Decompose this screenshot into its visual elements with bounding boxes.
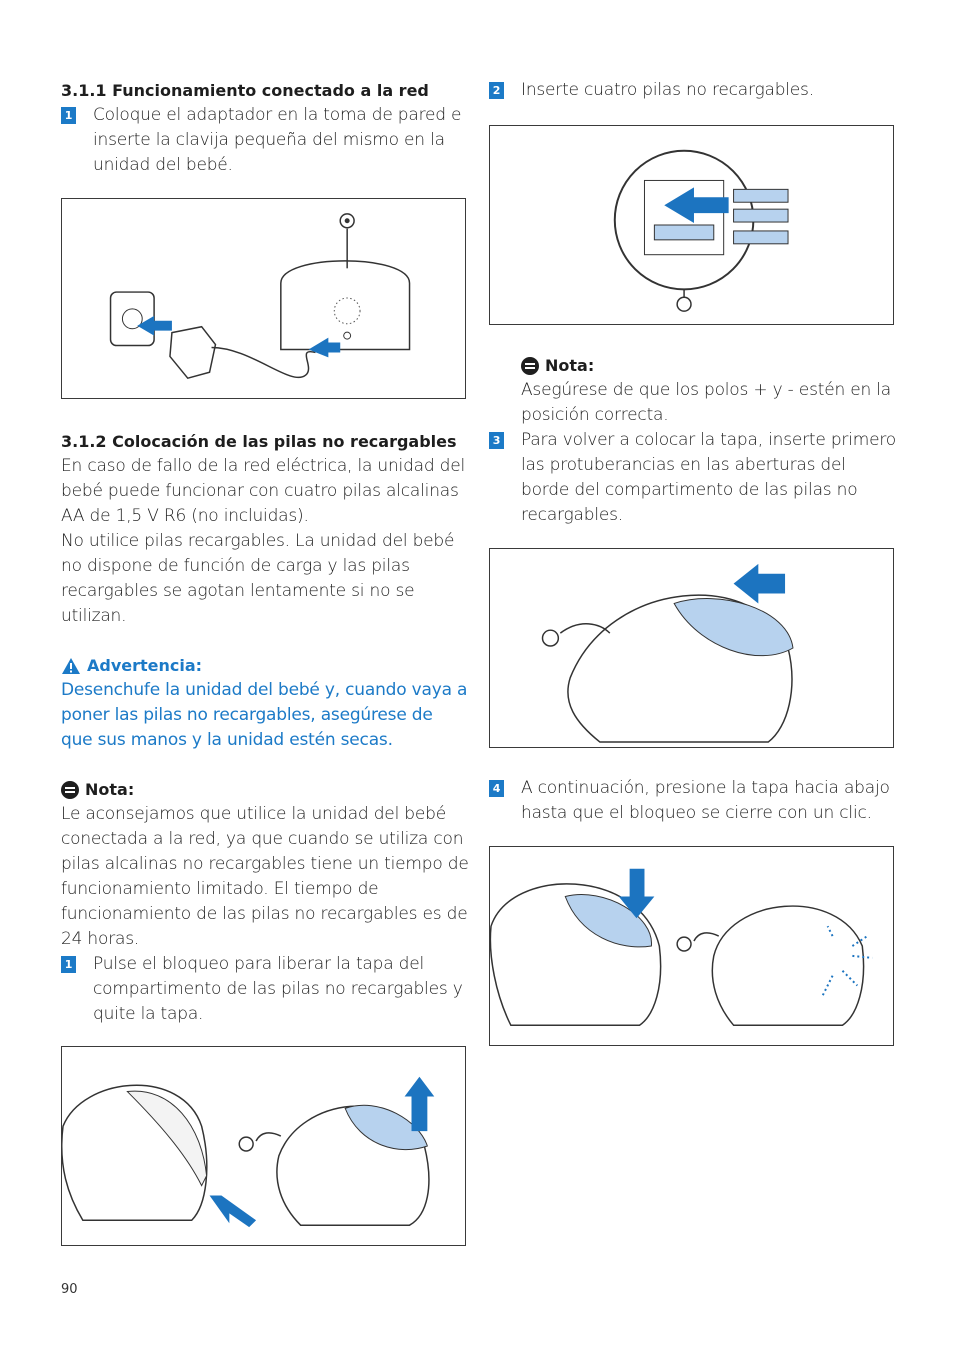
- step-number: 2: [489, 82, 504, 99]
- batteries-illustration: [490, 126, 893, 324]
- step-text: Pulse el bloqueo para liberar la tapa del compartimento de las pilas no recargables y quite la tapa.: [93, 954, 463, 1024]
- adapter-illustration: [62, 199, 465, 398]
- warning-text: Desenchufe la unidad del bebé y, cuando vaya a poner las pilas no recargables, asegúrese de que sus manos y la unidad estén secas.: [61, 680, 468, 750]
- batteries-paragraph-2: No utilice pilas recargables. La unidad del bebé no dispone de función de carga y las pilas recargables se agotan lentamente si no se utilizan.: [61, 531, 455, 626]
- step-number: 1: [61, 107, 76, 124]
- page-number: 90: [61, 1282, 78, 1297]
- step-number: 1: [61, 956, 76, 973]
- note-heading: [61, 777, 469, 802]
- figure-press-cover: [489, 846, 894, 1046]
- note-block-left: [61, 777, 469, 952]
- section-title-batteries: 3.1.2 Colocación de las pilas no recargables: [61, 432, 457, 451]
- note-title: Nota:: [545, 356, 595, 375]
- remove-cover-illustration: [62, 1047, 465, 1245]
- figure-replace-cover: [489, 548, 894, 748]
- step-text: Coloque el adaptador en la toma de pared e inserte la clavija pequeña del mismo en la unidad del bebé.: [93, 105, 462, 175]
- step-text: Para volver a colocar la tapa, inserte primero las protuberancias en las aberturas del borde del compartimento de las pilas no recargables.: [521, 430, 896, 525]
- right-column: [489, 78, 897, 1046]
- warning-block: [61, 653, 469, 753]
- step-3-replace-cover: [489, 428, 897, 528]
- step-1-mains: [61, 103, 469, 178]
- batteries-paragraph-1: En caso de fallo de la red eléctrica, la unidad del bebé puede funcionar con cuatro pilas alcalinas AA de 1,5 V R6 (no incluidas).: [61, 456, 466, 526]
- note-heading: [489, 353, 897, 378]
- note-title: Nota:: [85, 780, 135, 799]
- note-icon: [521, 357, 539, 375]
- replace-cover-illustration: [490, 549, 893, 747]
- step-2-insert-batteries: [489, 78, 897, 103]
- figure-insert-batteries: [489, 125, 894, 325]
- note-text: Asegúrese de que los polos + y - estén en la posición correcta.: [521, 380, 892, 425]
- section-title-mains: 3.1.1 Funcionamiento conectado a la red: [61, 81, 429, 100]
- step-number: 3: [489, 432, 504, 449]
- figure-adapter-plug: [61, 198, 466, 399]
- warning-title: Advertencia:: [87, 656, 203, 675]
- press-cover-illustration: [490, 847, 893, 1045]
- figure-remove-cover: [61, 1046, 466, 1246]
- step-4-press-cover: [489, 776, 897, 826]
- step-text: A continuación, presione la tapa hacia abajo hasta que el bloqueo se cierre con un clic.: [521, 778, 890, 823]
- note-icon: [61, 781, 79, 799]
- warning-heading: [61, 653, 469, 678]
- step-1-remove-cover: [61, 952, 469, 1027]
- step-number: 4: [489, 780, 504, 797]
- left-column: [61, 78, 469, 1246]
- step-text: Inserte cuatro pilas no recargables.: [521, 80, 814, 100]
- note-text: Le aconsejamos que utilice la unidad del bebé conectada a la red, ya que cuando se utiliza con pilas alcalinas no recargables tiene un tiempo de funcionamiento limitado. El tiempo de funcionamiento de las pilas no recargables es de 24 horas.: [61, 804, 469, 949]
- warning-icon: [61, 657, 81, 675]
- note-block-right: [489, 353, 897, 428]
